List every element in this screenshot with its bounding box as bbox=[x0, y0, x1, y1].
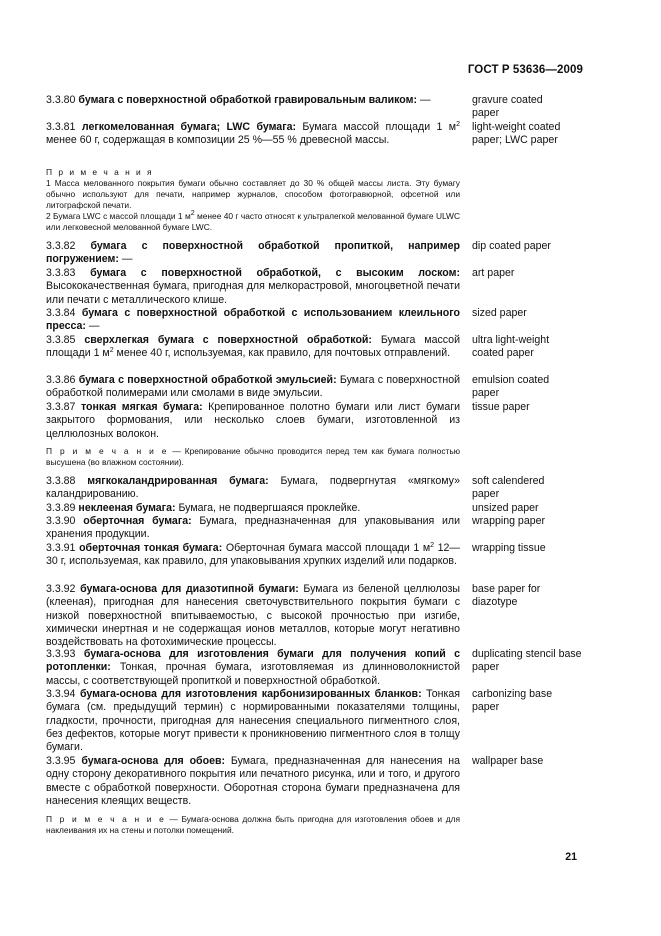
entry-definition: Бумага массой площади 1 м bbox=[46, 334, 460, 360]
entry-text bbox=[46, 240, 460, 267]
note-block bbox=[46, 446, 460, 468]
entry-text bbox=[46, 755, 460, 808]
entry-english-term: art paper bbox=[472, 267, 515, 279]
entry-english-term: soft calendered paper bbox=[472, 475, 545, 501]
entry-definition: Бумага, не подвергшаяся проклейке. bbox=[175, 502, 361, 514]
entry-term: бумага с поверхностной обработкой с использованием клеильного пресса: bbox=[46, 307, 460, 333]
entry-term: бумага с поверхностной обработкой, с высоким лоском: bbox=[90, 267, 460, 279]
entry-number: 3.3.95 bbox=[46, 755, 76, 767]
entry-text bbox=[46, 121, 460, 148]
note-label: П р и м е ч а н и е bbox=[46, 814, 166, 824]
entry-number: 3.3.87 bbox=[46, 401, 76, 413]
entry-text bbox=[46, 307, 460, 334]
note-text: — Бумага-основа должна быть пригодна для изготовления обоев и для наклеивания их на стены и потолки помещений. bbox=[46, 814, 461, 836]
entry-english-term: gravure coated paper bbox=[472, 94, 543, 120]
entry-term: бумага-основа для изготовления карбонизированных бланков: bbox=[79, 688, 422, 700]
page-number: 21 bbox=[565, 851, 577, 863]
entry-number: 3.3.90 bbox=[46, 515, 76, 527]
entry-definition-cont: 12—30 г, используемая, как правило, для упаковывания хрупких изделий или подарков. bbox=[46, 542, 460, 568]
entry-term: бумага с поверхностной обработкой гравировальным валиком: bbox=[78, 94, 417, 106]
entry-english-term: carbonizing base paper bbox=[472, 688, 553, 714]
entry-text bbox=[46, 542, 460, 569]
entry-definition: — bbox=[417, 94, 431, 106]
entry-english-term: emulsion coated paper bbox=[472, 374, 550, 400]
superscript: 2 bbox=[456, 121, 460, 128]
entry-number: 3.3.89 bbox=[46, 502, 76, 514]
note-item bbox=[46, 211, 460, 233]
entry-term: легкомелованная бумага; LWC бумага: bbox=[81, 121, 297, 133]
entry-english-term: ultra light-weight coated paper bbox=[472, 334, 550, 360]
entry-term: оберточная бумага: bbox=[83, 515, 192, 527]
entry-term: бумага-основа для изготовления бумаги для получения копий с ротопленки: bbox=[46, 648, 460, 674]
entry-definition: — bbox=[85, 320, 100, 333]
entry-term: бумага с поверхностной обработкой пропиткой, например погружением: bbox=[46, 240, 460, 266]
entry-term: тонкая мягкая бумага: bbox=[80, 401, 203, 413]
entry-number: 3.3.81 bbox=[46, 121, 76, 133]
entry-number: 3.3.83 bbox=[46, 267, 76, 279]
entry-definition: Бумага, предназначенная для нанесения на одну сторону декоративного покрытия или печатного рисунка, или и того, и другого вместе с обработкой поверхности. Оборотная сторона бумаги предназначена для нанесения клеящих веществ. bbox=[46, 755, 460, 807]
entry-text bbox=[46, 475, 460, 502]
note-title: П р и м е ч а н и я bbox=[46, 167, 154, 177]
entry-term: мягкокаландрированная бумага: bbox=[87, 475, 269, 487]
superscript: 2 bbox=[190, 210, 195, 218]
entry-definition: Бумага с поверхностной обработкой полимерами или смолами в виде эмульсии. bbox=[46, 374, 461, 400]
entry-definition: Тонкая, прочная бумага, изготовляемая из длинноволокнистой массы, с соответствующей пропиткой и поверхностной обработкой. bbox=[46, 661, 460, 687]
entry-english-term: duplicating stencil base paper bbox=[472, 648, 582, 674]
entry-term: бумага с поверхностной обработкой эмульсией: bbox=[78, 374, 337, 386]
entry-number: 3.3.82 bbox=[46, 240, 76, 252]
entry-definition: Бумага массой площади 1 м bbox=[296, 121, 457, 133]
entry-definition: Оберточная бумага массой площади 1 м bbox=[222, 542, 431, 554]
entry-number: 3.3.84 bbox=[46, 307, 76, 319]
entry-text bbox=[46, 502, 460, 515]
entry-number: 3.3.88 bbox=[46, 475, 76, 487]
entry-definition: Бумага, подвергнутая «мягкому» каландрированию. bbox=[46, 475, 460, 501]
entry-term: бумага-основа для обоев: bbox=[81, 755, 226, 767]
note-item: 1 Масса мелованного покрытия бумаги обычно составляет до 30 % общей массы листа. Эту бумагу обычно используют для печати, например журналов, способом фотогравюрной, офсетной или литографской печати. bbox=[46, 178, 460, 211]
entry-number: 3.3.94 bbox=[46, 688, 76, 700]
entry-number: 3.3.91 bbox=[46, 542, 76, 554]
note-label: П р и м е ч а н и е bbox=[46, 446, 169, 456]
superscript: 2 bbox=[109, 347, 114, 355]
entry-definition: Тонкая бумага (см. предыдущий термин) с нормированными показателями толщины, гладкости, прочности, пригодная для нанесения специального пигментного слоя, без дефектов, которые могут привести к проникновению пигментного слоя в толщу бумаги. bbox=[46, 688, 460, 754]
entry-text bbox=[46, 515, 460, 542]
note-block bbox=[46, 814, 460, 836]
entry-term: сверхлегкая бумага с поверхностной обработкой: bbox=[84, 334, 372, 346]
entry-english-term: wrapping tissue bbox=[472, 542, 546, 554]
entry-text bbox=[46, 401, 460, 441]
entry-definition: Бумага, предназначенная для упаковывания или хранения продукции. bbox=[46, 515, 460, 541]
entry-english-term: dip coated paper bbox=[472, 240, 551, 252]
entry-english-term: unsized paper bbox=[472, 502, 539, 514]
entry-term: бумага-основа для диазотипной бумаги: bbox=[80, 583, 299, 595]
note-text: — Крепирование обычно проводится перед тем как бумага полностью высушена (во влажном состоянии). bbox=[46, 446, 460, 468]
entry-text bbox=[46, 583, 460, 649]
note-item-text-cont: менее 40 г часто относят к ультралегкой мелованной бумаге ULWC или легковесной мелованной бумаге LWC. bbox=[46, 211, 460, 233]
entry-number: 3.3.86 bbox=[46, 374, 76, 386]
entry-text bbox=[46, 94, 460, 107]
note-block bbox=[46, 167, 460, 234]
entry-definition: Бумага из беленой целлюлозы (клееная), пригодная для нанесения светочувствительного покрытия бумаги с низкой поверхностной впитываемостью, с высокой прочностью при изгибе, химически инертная и не содержащая ионов металлов, которые могут негативно воздействовать на фотохимические процессы. bbox=[46, 583, 460, 649]
entry-definition: Крепированное полотно бумаги или лист бумаги закрытого формования, или несколько слоев бумаги, изготовленной из целлюлозных волокон. bbox=[46, 401, 460, 440]
entry-term: оберточная тонкая бумага: bbox=[79, 542, 223, 554]
entry-number: 3.3.85 bbox=[46, 334, 76, 346]
entry-term: неклееная бумага: bbox=[78, 502, 176, 514]
entry-text bbox=[46, 267, 460, 307]
superscript: 2 bbox=[430, 542, 435, 549]
entry-english-term: light-weight coated paper; LWC paper bbox=[472, 121, 561, 147]
entry-text bbox=[46, 688, 460, 754]
entry-english-term: tissue paper bbox=[472, 401, 530, 413]
entry-number: 3.3.80 bbox=[46, 94, 76, 106]
entry-text bbox=[46, 374, 460, 401]
entry-definition: — bbox=[118, 253, 133, 266]
entry-text bbox=[46, 334, 460, 361]
entry-number: 3.3.92 bbox=[46, 583, 76, 595]
entry-english-term: base paper for diazotype bbox=[472, 583, 541, 609]
note-item-text: 2 Бумага LWC с массой площади 1 м bbox=[46, 211, 191, 222]
entry-number: 3.3.93 bbox=[46, 648, 76, 660]
entry-definition: Высококачественная бумага, пригодная для мелкорастровой, многоцветной печати или печати с металлического клише. bbox=[46, 280, 460, 306]
standard-code: ГОСТ Р 53636—2009 bbox=[467, 64, 583, 76]
entry-definition-cont: менее 40 г, используемая, как правило, для почтовых отправлений. bbox=[113, 347, 451, 360]
entry-english-term: wallpaper base bbox=[472, 755, 544, 767]
entry-text bbox=[46, 648, 460, 688]
entry-english-term: sized paper bbox=[472, 307, 527, 319]
entry-english-term: wrapping paper bbox=[472, 515, 546, 527]
entry-definition-cont: менее 60 г, содержащая в композиции 25 %—55 % древесной массы. bbox=[46, 134, 390, 147]
